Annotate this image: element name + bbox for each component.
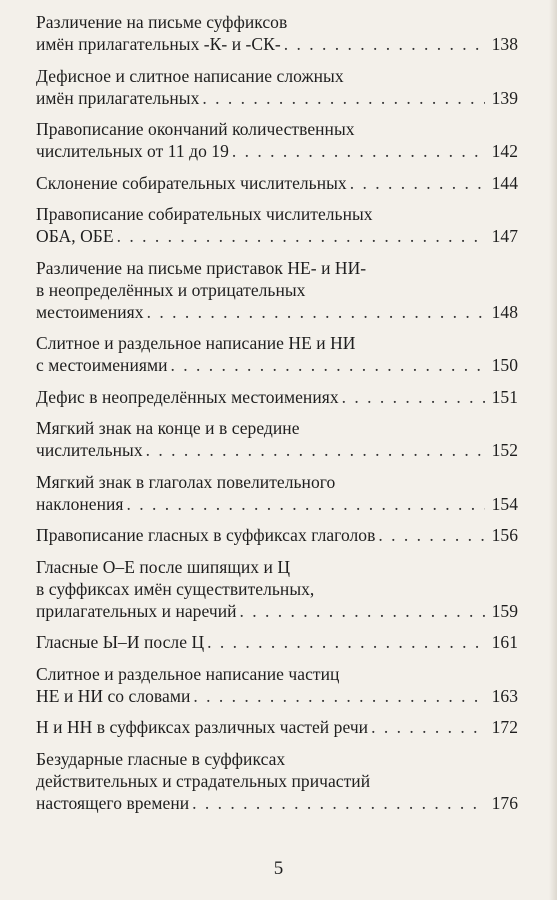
toc-page-number: 151 bbox=[491, 386, 518, 407]
dot-leader bbox=[371, 716, 485, 738]
toc-entry-last-line bbox=[36, 172, 518, 194]
toc-entry-title: Слитное и раздельное написание НЕ и НИ bbox=[36, 333, 356, 353]
toc-entry-title: Правописание окончаний количественных bbox=[36, 119, 355, 139]
toc-entry-title: в суффиксах имён существительных, bbox=[36, 578, 315, 599]
table-of-contents bbox=[36, 11, 518, 823]
toc-entry-last-line bbox=[36, 716, 518, 738]
toc-entry-line bbox=[36, 65, 518, 87]
toc-entry-title: прилагательных и наречий bbox=[36, 600, 237, 621]
toc-entry-title: Гласные Ы–И после Ц bbox=[36, 632, 205, 652]
toc-entry bbox=[36, 417, 518, 461]
toc-entry-title: Различение на письме приставок НЕ- и НИ- bbox=[36, 257, 367, 278]
toc-entry-last-line bbox=[36, 685, 518, 707]
toc-entry-title: Дефис в неопределённых местоимениях bbox=[36, 386, 339, 407]
toc-page-number: 150 bbox=[491, 355, 518, 375]
toc-entry-title: Правописание собирательных числительных bbox=[36, 204, 373, 224]
toc-page-number: 172 bbox=[491, 717, 518, 737]
toc-entry-last-line bbox=[36, 33, 518, 55]
toc-entry-title: Н и НН в суффиксах различных частей речи bbox=[36, 717, 369, 737]
toc-entry-title: имён прилагательных -К- и -СК- bbox=[36, 34, 281, 54]
toc-page-number: 163 bbox=[491, 685, 518, 706]
toc-entry-line bbox=[36, 203, 518, 225]
toc-entry bbox=[36, 11, 518, 55]
toc-entry-last-line bbox=[36, 87, 518, 109]
toc-page-number: 148 bbox=[491, 301, 518, 322]
toc-entry-title: с местоимениями bbox=[36, 355, 168, 375]
toc-entry-title: Безударные гласные в суффиксах bbox=[36, 748, 286, 769]
toc-entry-title: Различение на письме суффиксов bbox=[36, 12, 288, 32]
dot-leader bbox=[127, 493, 485, 515]
toc-entry-title: Дефисное и слитное написание сложных bbox=[36, 65, 344, 86]
toc-entry-line bbox=[36, 556, 518, 578]
toc-entry-line bbox=[36, 332, 518, 354]
toc-entry-line bbox=[36, 11, 518, 33]
toc-page-number: 156 bbox=[491, 525, 518, 545]
toc-page-number: 159 bbox=[491, 600, 518, 621]
toc-entry-title: действительных и страдательных причастий bbox=[36, 770, 371, 791]
toc-entry-last-line bbox=[36, 140, 518, 162]
toc-page-number: 147 bbox=[491, 226, 518, 246]
page-edge-shadow bbox=[549, 0, 557, 900]
dot-leader bbox=[378, 524, 485, 546]
toc-entry-line bbox=[36, 417, 518, 439]
toc-entry-last-line bbox=[36, 225, 518, 247]
toc-entry-last-line bbox=[36, 439, 518, 461]
toc-entry-line bbox=[36, 257, 518, 279]
toc-entry-line bbox=[36, 471, 518, 493]
toc-entry bbox=[36, 716, 518, 738]
toc-entry-last-line bbox=[36, 792, 518, 814]
toc-entry-title: числительных bbox=[36, 440, 143, 460]
toc-entry bbox=[36, 172, 518, 194]
toc-entry-title: числительных от 11 до 19 bbox=[36, 141, 229, 161]
toc-entry bbox=[36, 663, 518, 707]
toc-entry-last-line bbox=[36, 600, 518, 622]
toc-entry-title: Слитное и раздельное написание частиц bbox=[36, 663, 340, 684]
toc-page-number: 152 bbox=[491, 440, 518, 460]
toc-entry-title: настоящего времени bbox=[36, 792, 190, 813]
dot-leader bbox=[240, 600, 485, 622]
toc-entry bbox=[36, 524, 518, 546]
toc-entry-last-line bbox=[36, 386, 518, 408]
toc-page-number: 139 bbox=[491, 87, 518, 108]
dot-leader bbox=[117, 225, 485, 247]
toc-entry bbox=[36, 631, 518, 653]
toc-entry-title: в неопределённых и отрицательных bbox=[36, 279, 306, 300]
toc-entry-title: НЕ и НИ со словами bbox=[36, 685, 191, 706]
toc-entry-title: имён прилагательных bbox=[36, 87, 200, 108]
toc-entry-title: Гласные О–Е после шипящих и Ц bbox=[36, 556, 291, 577]
toc-page-number: 161 bbox=[491, 632, 518, 652]
toc-entry-title: Правописание гласных в суффиксах глаголов bbox=[36, 525, 376, 545]
toc-entry bbox=[36, 65, 518, 109]
toc-entry bbox=[36, 748, 518, 814]
dot-leader bbox=[284, 33, 485, 55]
toc-entry bbox=[36, 203, 518, 247]
toc-entry-last-line bbox=[36, 631, 518, 653]
toc-entry-line bbox=[36, 578, 518, 600]
toc-entry-line bbox=[36, 279, 518, 301]
toc-entry-title: Мягкий знак на конце и в середине bbox=[36, 418, 300, 438]
dot-leader bbox=[207, 631, 485, 653]
toc-page-number: 144 bbox=[491, 172, 518, 193]
dot-leader bbox=[146, 439, 485, 461]
dot-leader bbox=[232, 140, 485, 162]
toc-entry-last-line bbox=[36, 301, 518, 323]
dot-leader bbox=[171, 354, 485, 376]
toc-page-number: 176 bbox=[491, 792, 518, 813]
dot-leader bbox=[202, 87, 485, 109]
toc-entry-line bbox=[36, 663, 518, 685]
toc-entry-title: Мягкий знак в глаголах повелительного bbox=[36, 471, 336, 492]
dot-leader bbox=[193, 685, 485, 707]
toc-entry-title: местоимениях bbox=[36, 301, 144, 322]
dot-leader bbox=[147, 301, 485, 323]
toc-entry-line bbox=[36, 118, 518, 140]
page-number: 5 bbox=[273, 858, 284, 879]
toc-entry-last-line bbox=[36, 524, 518, 546]
toc-entry-title: ОБА, ОБЕ bbox=[36, 226, 114, 246]
toc-entry bbox=[36, 257, 518, 323]
toc-entry-last-line bbox=[36, 493, 518, 515]
toc-page-number: 138 bbox=[491, 34, 518, 54]
toc-entry-last-line bbox=[36, 354, 518, 376]
toc-page-number: 142 bbox=[491, 141, 518, 161]
toc-entry bbox=[36, 471, 518, 515]
toc-entry-line bbox=[36, 748, 518, 770]
dot-leader bbox=[350, 172, 485, 194]
toc-entry bbox=[36, 118, 518, 162]
toc-entry-line bbox=[36, 770, 518, 792]
toc-entry bbox=[36, 556, 518, 622]
toc-page-number: 154 bbox=[491, 493, 518, 514]
toc-entry bbox=[36, 332, 518, 376]
toc-entry bbox=[36, 386, 518, 408]
toc-entry-title: наклонения bbox=[36, 493, 124, 514]
toc-entry-title: Склонение собирательных числительных bbox=[36, 172, 347, 193]
dot-leader bbox=[192, 792, 485, 814]
dot-leader bbox=[342, 386, 485, 408]
